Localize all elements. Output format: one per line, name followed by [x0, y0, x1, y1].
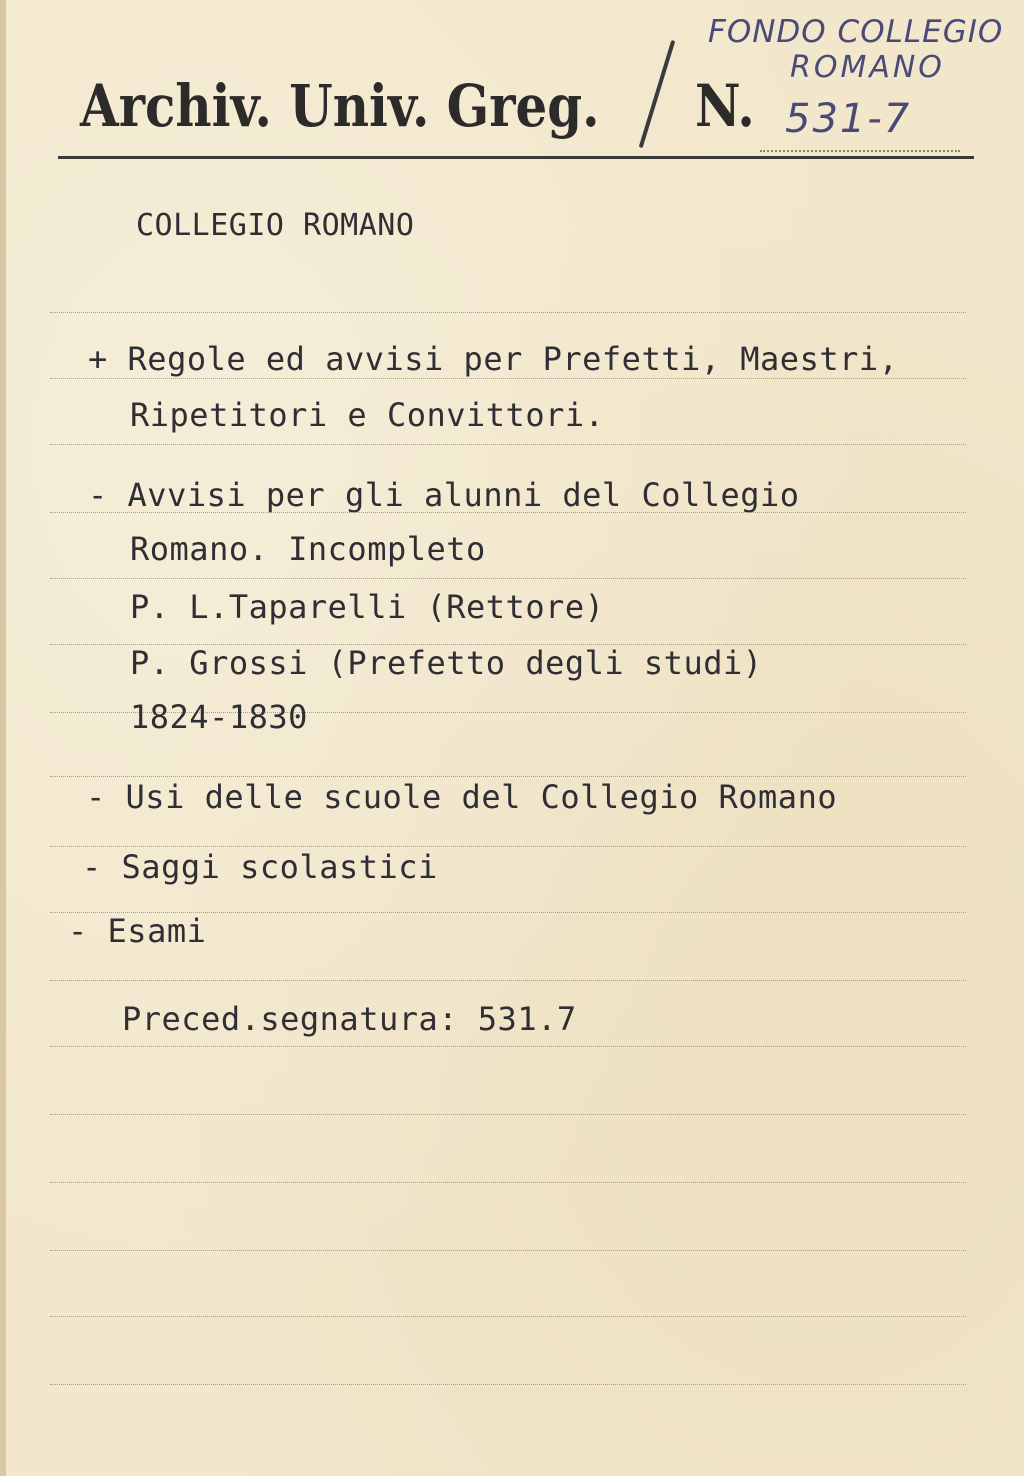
- ruled-line: [50, 1046, 966, 1047]
- ruled-line: [50, 1182, 966, 1183]
- ruled-line: [50, 1384, 966, 1385]
- header-rule: [58, 156, 974, 159]
- ruled-line: [50, 846, 966, 847]
- handwritten-collection-line2: ROMANO: [790, 50, 945, 85]
- entry-line: P. L.Taparelli (Rettore): [130, 588, 605, 626]
- number-underline: [760, 150, 960, 152]
- entry-line: - Avvisi per gli alunni del Collegio: [88, 476, 800, 514]
- ruled-line: [50, 980, 966, 981]
- ruled-line: [50, 378, 966, 379]
- ruled-line: [50, 578, 966, 579]
- previous-signature: Preced.segnatura: 531.7: [122, 1000, 577, 1038]
- card-subject: COLLEGIO ROMANO: [136, 208, 415, 243]
- entry-line: Romano. Incompleto: [130, 530, 486, 568]
- ruled-line: [50, 1316, 966, 1317]
- ruled-line: [50, 444, 966, 445]
- entry-line: + Regole ed avvisi per Prefetti, Maestri,: [88, 340, 899, 378]
- handwritten-collection-line1: FONDO COLLEGIO: [708, 14, 1004, 50]
- archive-header-title: Archiv. Univ. Greg.: [80, 72, 600, 140]
- ruled-line: [50, 312, 966, 313]
- ruled-line: [50, 1250, 966, 1251]
- entry-line: P. Grossi (Prefetto degli studi): [130, 644, 763, 682]
- ruled-line: [50, 512, 966, 513]
- ruled-line: [50, 776, 966, 777]
- number-label: N.: [695, 72, 755, 140]
- entry-date: 1824-1830: [130, 698, 308, 736]
- entry-line: Ripetitori e Convittori.: [130, 396, 605, 434]
- card-edge: [0, 0, 6, 1476]
- handwritten-shelf-number: 531-7: [785, 96, 912, 142]
- ruled-line: [50, 1114, 966, 1115]
- entry-line: - Saggi scolastici: [82, 848, 438, 886]
- entry-line: - Esami: [68, 912, 207, 950]
- header-slash-mark: [639, 40, 676, 148]
- entry-line: - Usi delle scuole del Collegio Romano: [86, 778, 838, 816]
